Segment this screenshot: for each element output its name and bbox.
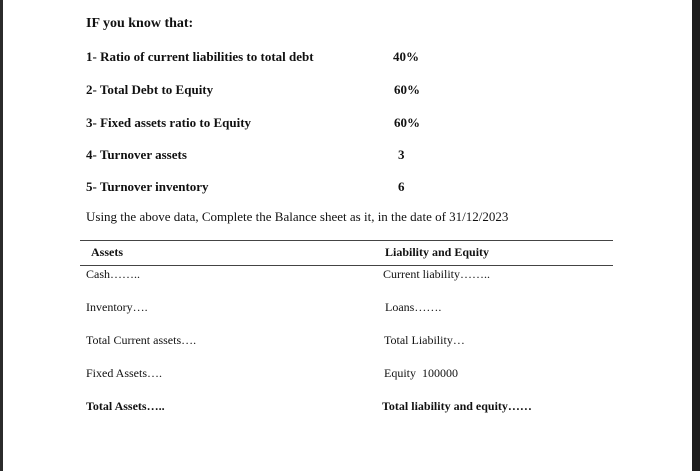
right-border xyxy=(692,0,700,471)
total-assets-cell: Total Assets….. xyxy=(86,399,165,413)
condition-3-label: 3- Fixed assets ratio to Equity xyxy=(86,115,252,130)
condition-1-value: 40% xyxy=(393,49,419,64)
heading: IF you know that: xyxy=(86,16,194,31)
condition-1-label: 1- Ratio of current liabilities to total debt xyxy=(86,49,314,64)
instruction-text: Using the above data, Complete the Balance sheet as it, in the date of 31/12/2023 xyxy=(86,209,509,224)
liability-equity-header: Liability and Equity xyxy=(385,245,490,259)
fixed-assets-cell: Fixed Assets…. xyxy=(86,366,163,380)
inventory-cell: Inventory…. xyxy=(86,300,148,314)
table-header-rule xyxy=(80,265,613,266)
table-top-rule xyxy=(80,240,613,241)
total-liability-equity-cell: Total liability and equity…… xyxy=(382,399,532,413)
equity-cell: Equity 100000 xyxy=(384,366,458,380)
condition-4-label: 4- Turnover assets xyxy=(86,147,187,162)
condition-5-label: 5- Turnover inventory xyxy=(86,179,209,194)
condition-3-value: 60% xyxy=(394,115,420,130)
left-border xyxy=(0,0,3,471)
condition-5-value: 6 xyxy=(398,179,405,194)
current-liability-cell: Current liability…….. xyxy=(383,267,490,281)
condition-2-label: 2- Total Debt to Equity xyxy=(86,82,214,97)
condition-4-value: 3 xyxy=(398,147,405,162)
assets-header: Assets xyxy=(91,245,123,259)
condition-2-value: 60% xyxy=(394,82,420,97)
total-current-assets-cell: Total Current assets…. xyxy=(86,333,197,347)
loans-cell: Loans……. xyxy=(385,300,442,314)
total-liability-cell: Total Liability… xyxy=(384,333,465,347)
cash-cell: Cash…….. xyxy=(86,267,140,281)
